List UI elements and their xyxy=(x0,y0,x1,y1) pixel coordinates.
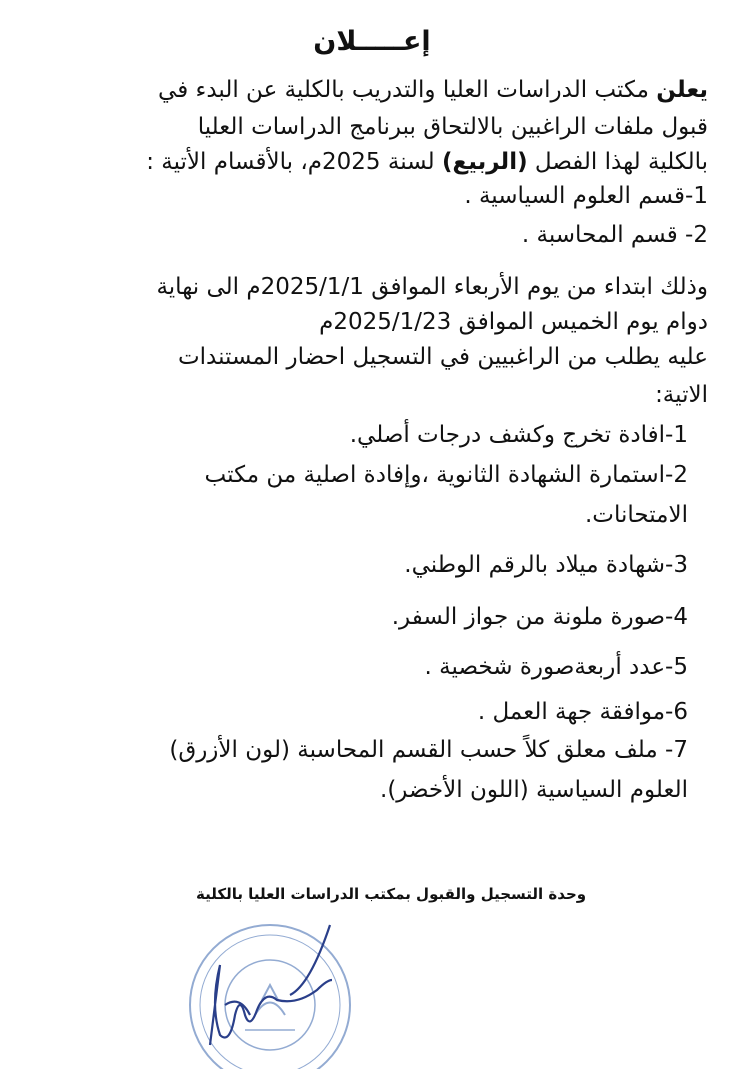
period-line-2: دوام يوم الخميس الموافق 2025/1/23م xyxy=(319,309,708,335)
official-stamp-and-signature xyxy=(180,905,380,1069)
semester-name: (الربيع) xyxy=(442,149,528,175)
intro-line-3-pre: بالكلية لهذا الفصل xyxy=(527,149,708,175)
intro-line-3-post: لسنة 2025م، بالأقسام الأتية : xyxy=(146,149,442,175)
document-item: 6-موافقة جهة العمل . xyxy=(477,699,688,725)
document-item: 7- ملف معلق كلاً حسب القسم المحاسبة (لون الأزرق) xyxy=(169,737,688,763)
document-item: 4-صورة ملونة من جواز السفر. xyxy=(391,604,688,630)
department-item: 2- قسم المحاسبة . xyxy=(521,222,708,248)
document-item: 3-شهادة ميلاد بالرقم الوطني. xyxy=(404,552,688,578)
intro-bold-word: يعلن xyxy=(656,77,708,103)
intro-line-1 xyxy=(158,74,708,106)
request-line-1: عليه يطلب من الراغبيين في التسجيل احضار المستندات xyxy=(177,344,708,370)
document-item-continued: الامتحانات. xyxy=(585,502,688,528)
intro-line-2: قبول ملفات الراغبين بالالتحاق ببرنامج الدراسات العليا xyxy=(197,114,708,140)
document-item-continued: العلوم السياسية (اللون الأخضر). xyxy=(380,777,688,803)
request-line-2: الاتية: xyxy=(655,382,708,408)
document-item: 1-افادة تخرج وكشف درجات أصلي. xyxy=(349,422,688,448)
document-item: 2-استمارة الشهادة الثانوية ،وإفادة اصلية من مكتب xyxy=(204,462,688,488)
department-item: 1-قسم العلوم السياسية . xyxy=(464,183,708,209)
period-line-1: وذلك ابتداء من يوم الأربعاء الموافق 2025/1/1م الى نهاية xyxy=(156,274,708,300)
announcement-title: إعـــــلان xyxy=(313,26,431,57)
document-item: 5-عدد أربعةصورة شخصية . xyxy=(424,654,688,680)
intro-line-3 xyxy=(146,146,708,178)
intro-line-1-text: مكتب الدراسات العليا والتدريب بالكلية عن البدء في xyxy=(158,77,657,103)
footer-signatory: وحدة التسجيل والقبول بمكتب الدراسات العليا بالكلية xyxy=(196,885,587,903)
